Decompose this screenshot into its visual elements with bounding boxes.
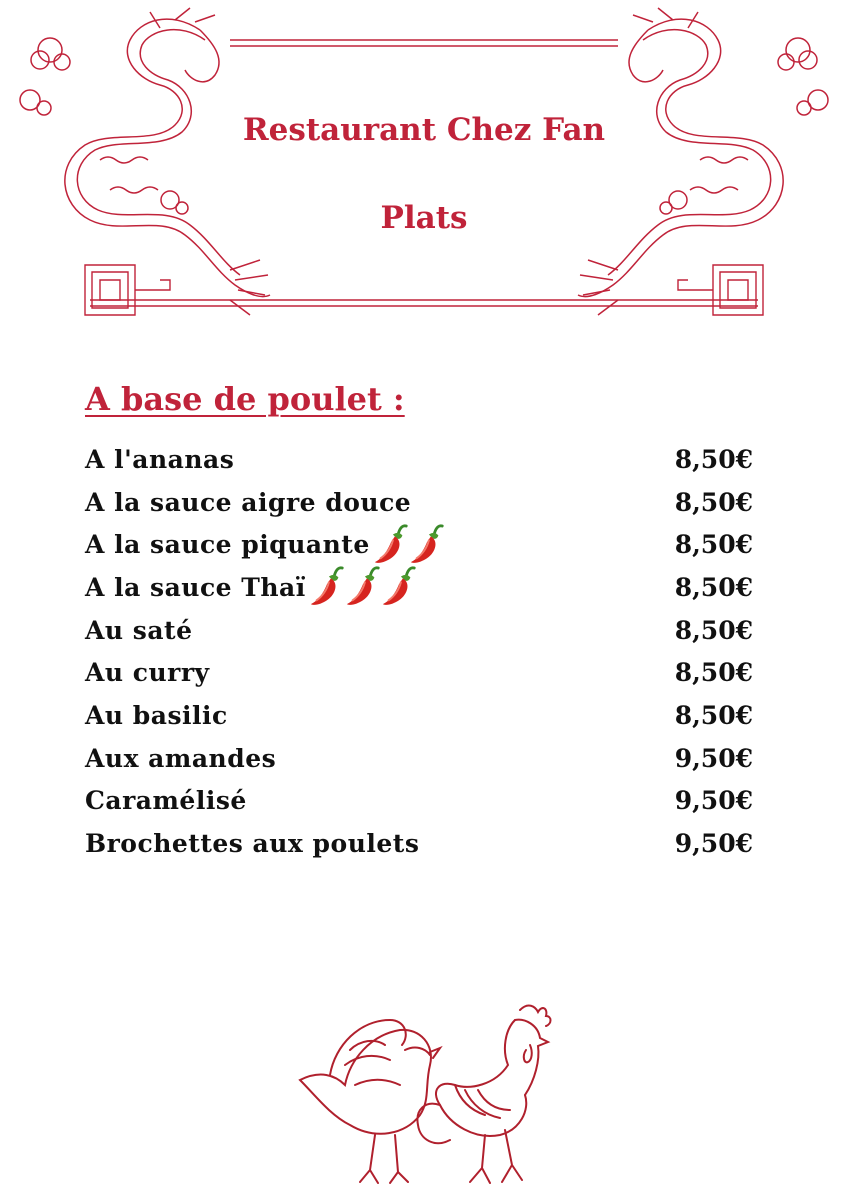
menu-item-price: 8,50€ <box>674 530 753 560</box>
menu-item-name <box>85 445 234 474</box>
menu-item-label: A la sauce aigre douce <box>85 487 412 517</box>
menu-item-name <box>85 786 247 815</box>
dragon-icon <box>578 8 828 315</box>
ornamental-frame <box>0 0 848 330</box>
menu-item <box>85 481 753 524</box>
dragon-icon <box>20 8 270 315</box>
spicy-level <box>310 565 418 609</box>
menu-item-name <box>85 616 193 645</box>
menu-item-label: Au basilic <box>85 700 228 730</box>
menu-item-name <box>85 829 419 858</box>
chili-pepper-icon <box>372 523 410 567</box>
page-title: Plats <box>380 200 468 236</box>
menu-item-price: 8,50€ <box>674 487 753 517</box>
menu-item-label: A la sauce piquante <box>85 530 370 560</box>
restaurant-name: Restaurant Chez Fan <box>242 112 606 148</box>
menu-list <box>85 438 753 865</box>
chili-pepper-icon <box>308 565 346 609</box>
menu-item <box>85 780 753 823</box>
menu-item-name <box>85 658 210 687</box>
menu-item-price: 9,50€ <box>674 743 753 773</box>
menu-item-price: 8,50€ <box>674 572 753 602</box>
menu-item-price: 8,50€ <box>674 700 753 730</box>
menu-item-price: 8,50€ <box>674 444 753 474</box>
menu-item-label: A la sauce Thaï <box>85 572 306 602</box>
menu-item-label: Brochettes aux poulets <box>85 829 420 859</box>
spicy-level <box>374 523 446 567</box>
menu-item <box>85 523 753 566</box>
menu-item-label: Caramélisé <box>85 786 247 816</box>
menu-item <box>85 822 753 865</box>
menu-item-price: 9,50€ <box>674 786 753 816</box>
menu-item-name <box>85 523 446 567</box>
menu-item-name <box>85 701 228 730</box>
menu-item-name <box>85 488 411 517</box>
menu-item-price: 9,50€ <box>674 829 753 859</box>
menu-item <box>85 566 753 609</box>
rooster-icon <box>290 990 560 1195</box>
menu-header <box>0 0 848 330</box>
menu-item-label: Au curry <box>85 658 210 688</box>
menu-item <box>85 737 753 780</box>
menu-item-name <box>85 565 418 609</box>
menu-item-price: 8,50€ <box>674 658 753 688</box>
menu-item <box>85 438 753 481</box>
chili-pepper-icon <box>408 523 446 567</box>
menu-item-label: A l'ananas <box>85 444 235 474</box>
menu-item-label: Au saté <box>85 615 193 645</box>
menu-item <box>85 609 753 652</box>
section-title: A base de poulet : <box>85 380 405 418</box>
chili-pepper-icon <box>380 565 418 609</box>
menu-item <box>85 651 753 694</box>
chili-pepper-icon <box>344 565 382 609</box>
menu-item-price: 8,50€ <box>674 615 753 645</box>
menu-item-label: Aux amandes <box>85 743 277 773</box>
menu-item <box>85 694 753 737</box>
menu-item-name <box>85 744 276 773</box>
